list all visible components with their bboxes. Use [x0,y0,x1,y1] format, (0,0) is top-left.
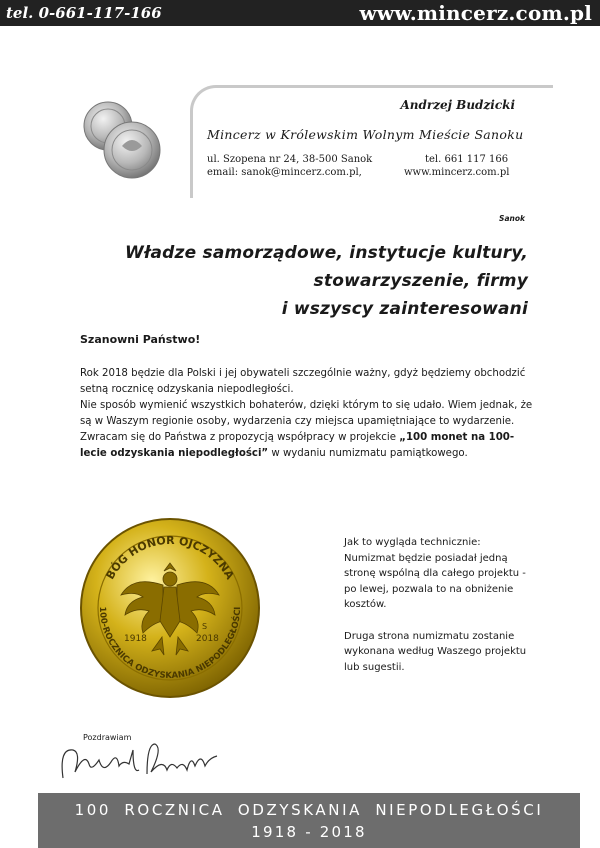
body-paragraph-3-start: Zwracam się do Państwa z propozycją współpracy w projekcie [80,432,400,443]
medal-bottom-text: 100-ROCZNICA ODZYSKANIA NIEPODLEGŁOŚCI [96,606,244,682]
technical-custom-side: Druga strona numizmatu zostanie wykonana według Waszego projektu lub sugestii. [344,630,527,673]
company-address: ul. Szopena nr 24, 38-500 Sanok [207,154,373,165]
medal-top-text: BÓG HONOR OJCZYZNA [103,533,237,582]
body-paragraph-2: Nie sposób wymienić wszystkich bohaterów, dzięki którym to się udało. Wiem jednak, że są w Waszym regionie osoby, wydarzenia czy miejsca upamiętniające to wydarzenie. [80,400,533,427]
greeting: Szanowni Państwo! [80,333,201,346]
medal-year-right: 2018 [196,634,219,644]
project-name: „100 monet na 100-lecie odzyskania niepodległości” [80,432,515,459]
gold-medal-eagle-icon [78,517,262,699]
spacer [344,613,534,629]
body-paragraph-3 [80,430,535,462]
banner-website[interactable]: www.mincerz.com.pl [359,1,592,25]
company-email[interactable]: email: sanok@mincerz.com.pl, [207,167,362,178]
footer-title: 100 ROCZNICA ODZYSKANIA NIEPODLEGŁOŚCI [74,801,544,819]
body-paragraph-1: Rok 2018 będzie dla Polski i jej obywateli szczególnie ważny, gdyż będziemy obchodzić setną rocznicę odzyskania niepodległości. [80,368,526,395]
silver-coins-icon [78,98,168,182]
recipient-heading-line-1: Władze samorządowe, instytucje kultury, [124,243,528,263]
technical-title: Jak to wygląda technicznie: [344,537,481,548]
medal-mint-mark: S [202,622,208,631]
footer-banner [38,793,580,848]
company-name: Mincerz w Królewskim Wolnym Mieście Sanoku [207,127,524,142]
technical-info [344,535,534,675]
owner-name: Andrzej Budzicki [400,98,515,112]
company-website[interactable]: www.mincerz.com.pl [404,167,510,178]
letter-body [80,366,535,462]
letter-city: Sanok [499,214,525,223]
handwritten-signature-icon [55,730,235,790]
banner-phone: tel. 0-661-117-166 [6,4,162,22]
recipient-heading-line-2: stowarzyszenie, firmy [313,271,528,291]
medal-year-left: 1918 [124,634,147,644]
technical-common-side: Numizmat będzie posiadał jedną stronę wspólną dla całego projektu - po lewej, pozwala to na obniżenie kosztów. [344,552,526,610]
footer-years: 1918 - 2018 [251,823,367,841]
closing-regards: Pozdrawiam [83,733,132,742]
company-phone: tel. 661 117 166 [425,154,509,165]
recipient-heading-line-3: i wszyscy zainteresowani [281,299,528,319]
top-banner [0,0,600,26]
body-paragraph-3-end: w wydaniu numizmatu pamiątkowego. [268,448,468,459]
